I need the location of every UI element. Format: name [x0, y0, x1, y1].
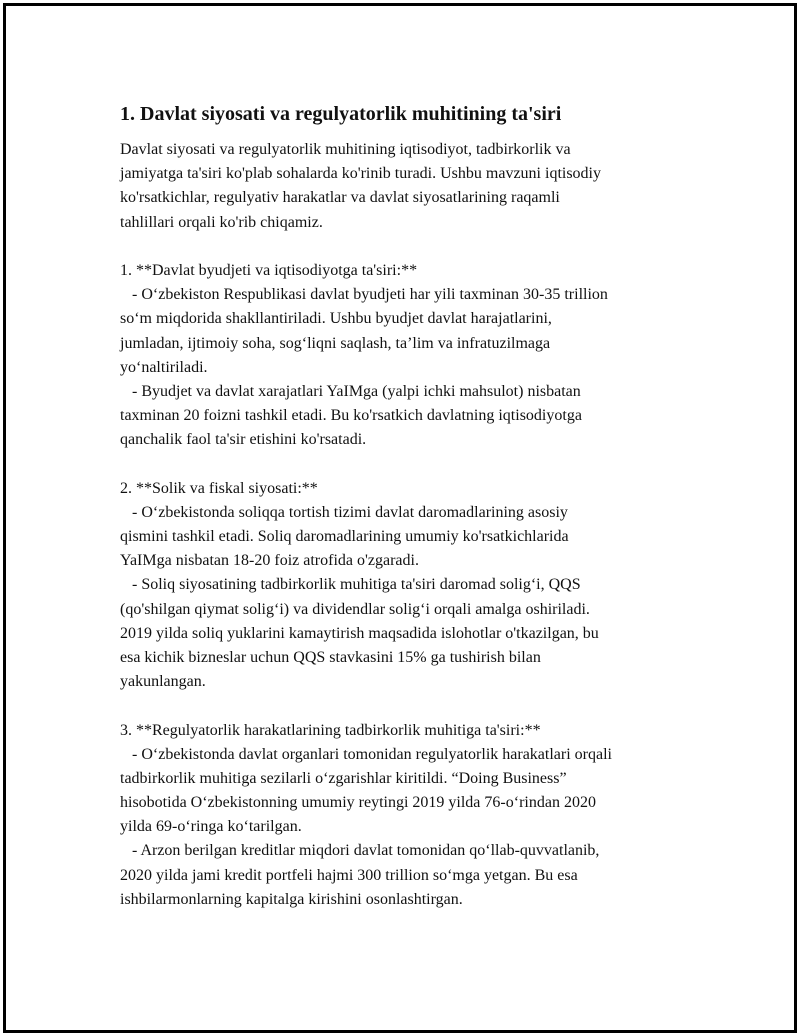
section-title-line: 3. **Regulyatorlik harakatlarining tadbirkorlik muhitiga ta'siri:**: [120, 721, 541, 739]
text-line: - O‘zbekistonda soliqqa tortish tizimi davlat daromadlarining asosiy: [120, 503, 568, 521]
text-line: hisobotida O‘zbekistonning umumiy reytingi 2019 yilda 76-o‘rindan 2020: [120, 794, 596, 812]
text-line: qanchalik faol ta'sir etishini ko'rsatadi.: [120, 431, 367, 449]
text-line: yilda 69-o‘ringa ko‘tarilgan.: [120, 818, 302, 836]
text-line: tadbirkorlik muhitiga sezilarli o‘zgarishlar kiritildi. “Doing Business”: [120, 769, 567, 787]
budget-section: [120, 259, 700, 453]
text-line: - Byudjet va davlat xarajatlari YaIMga (yalpi ichki mahsulot) nisbatan: [120, 382, 581, 400]
text-line: esa kichik bizneslar uchun QQS stavkasini 15% ga tushirish bilan: [120, 648, 541, 666]
text-line: jumladan, ijtimoiy soha, sog‘liqni saqlash, ta’lim va infratuzilmaga: [120, 334, 551, 352]
intro-paragraph: [120, 138, 700, 235]
text-line: - O‘zbekiston Respublikasi davlat byudjeti har yili taxminan 30-35 trillion: [120, 286, 608, 304]
text-line: yakunlangan.: [120, 673, 206, 691]
text-line: taxminan 20 foizni tashkil etadi. Bu ko'rsatkich davlatning iqtisodiyotga: [120, 407, 582, 425]
text-line: - O‘zbekistonda davlat organlari tomonidan regulyatorlik harakatlari orqali: [120, 745, 612, 763]
text-line: (qo'shilgan qiymat solig‘i) va dividendlar solig‘i orqali amalga oshiriladi.: [120, 600, 590, 618]
text-line: Davlat siyosati va regulyatorlik muhitining iqtisodiyot, tadbirkorlik va: [120, 141, 571, 158]
text-line: qismini tashkil etadi. Soliq daromadlarining umumiy ko'rsatkichlarida: [120, 528, 569, 545]
text-line: YaIMga nisbatan 18-20 foiz atrofida o'zgaradi.: [120, 552, 419, 570]
section-title-line: 2. **Solik va fiskal siyosati:**: [120, 479, 318, 497]
paragraph-gap: [120, 694, 700, 718]
text-line: jamiyatga ta'siri ko'plab sohalarda ko'rinib turadi. Ushbu mavzuni iqtisodiy: [120, 165, 601, 183]
text-line: ishbilarmonlarning kapitalga kirishini osonlashtirgan.: [120, 890, 463, 908]
text-line: 2019 yilda soliq yuklarini kamaytirish maqsadida islohotlar o'tkazilgan, bu: [120, 624, 599, 642]
section-heading: 1. Davlat siyosati va regulyatorlik muhitining ta'siri: [120, 103, 562, 125]
page-frame: [3, 3, 797, 1033]
text-line: tahlillari orqali ko'rib chiqamiz.: [120, 213, 323, 231]
text-line: - Soliq siyosatining tadbirkorlik muhitiga ta'siri daromad solig‘i, QQS: [120, 576, 581, 594]
paragraph-gap: [120, 235, 700, 259]
paragraph-gap: [120, 452, 700, 476]
text-line: ko'rsatkichlar, regulyativ harakatlar va davlat siyosatlarining raqamli: [120, 189, 560, 207]
text-line: - Arzon berilgan kreditlar miqdori davlat tomonidan qo‘llab-quvvatlanib,: [120, 842, 600, 860]
tax-section: [120, 477, 700, 695]
text-line: yo‘naltiriladi.: [120, 358, 208, 376]
text-line: 2020 yilda jami kredit portfeli hajmi 300 trillion so‘mga yetgan. Bu esa: [120, 866, 578, 884]
document-body: [120, 102, 700, 912]
text-line: so‘m miqdorida shakllantiriladi. Ushbu byudjet davlat harajatlarini,: [120, 310, 552, 328]
section-title-line: 1. **Davlat byudjeti va iqtisodiyotga ta'siri:**: [120, 261, 418, 279]
regulatory-section: [120, 719, 700, 913]
